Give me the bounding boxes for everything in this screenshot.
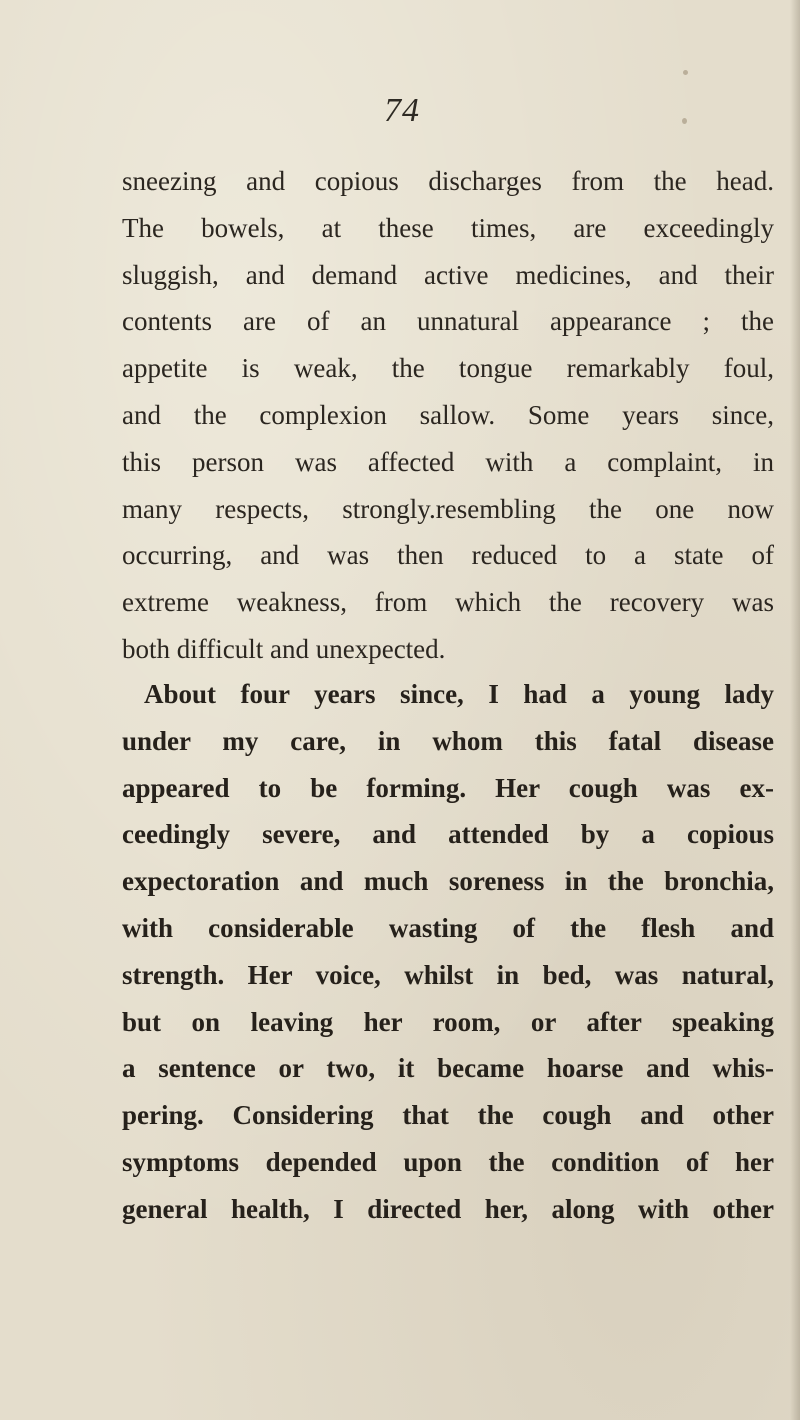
text-line: occurring, and was then reduced to a state of: [122, 540, 774, 571]
text-line: strength. Her voice, whilst in bed, was natural,: [122, 959, 774, 990]
text-line: appetite is weak, the tongue remarkably foul,: [122, 353, 774, 384]
paragraph-2: [122, 671, 774, 1233]
text-line: a sentence or two, it became hoarse and whis-: [122, 1053, 774, 1084]
page-number: 74: [384, 92, 420, 129]
text-line: expectoration and much soreness in the bronchia,: [122, 866, 774, 897]
paragraph-1: [122, 158, 774, 673]
text-line: but on leaving her room, or after speaking: [122, 1006, 774, 1037]
text-line: sneezing and copious discharges from the head.: [122, 166, 774, 196]
paper-blemish: [683, 70, 688, 75]
text-line: pering. Considering that the cough and other: [122, 1100, 774, 1131]
text-line: this person was affected with a complaint, in: [122, 446, 774, 477]
text-line: symptoms depended upon the condition of her: [122, 1146, 774, 1177]
text-line: many respects, strongly.resembling the one now: [122, 493, 774, 524]
text-line: with considerable wasting of the flesh and: [122, 912, 774, 943]
text-line: The bowels, at these times, are exceedingly: [122, 212, 774, 243]
text-line: general health, I directed her, along with other: [122, 1193, 774, 1224]
text-line: under my care, in whom this fatal disease: [122, 725, 774, 756]
text-line: appeared to be forming. Her cough was ex-: [122, 772, 774, 803]
text-line: sluggish, and demand active medicines, and their: [122, 259, 774, 290]
text-line: extreme weakness, from which the recovery was: [122, 587, 774, 618]
text-line: both difficult and unexpected.: [122, 633, 446, 664]
text-line: and the complexion sallow. Some years since,: [122, 399, 774, 430]
text-line: About four years since, I had a young lady: [144, 679, 774, 709]
text-line: contents are of an unnatural appearance ; the: [122, 306, 774, 337]
page-edge-shadow: [790, 0, 800, 1420]
paper-blemish: [682, 118, 687, 124]
text-line: ceedingly severe, and attended by a copious: [122, 819, 774, 850]
